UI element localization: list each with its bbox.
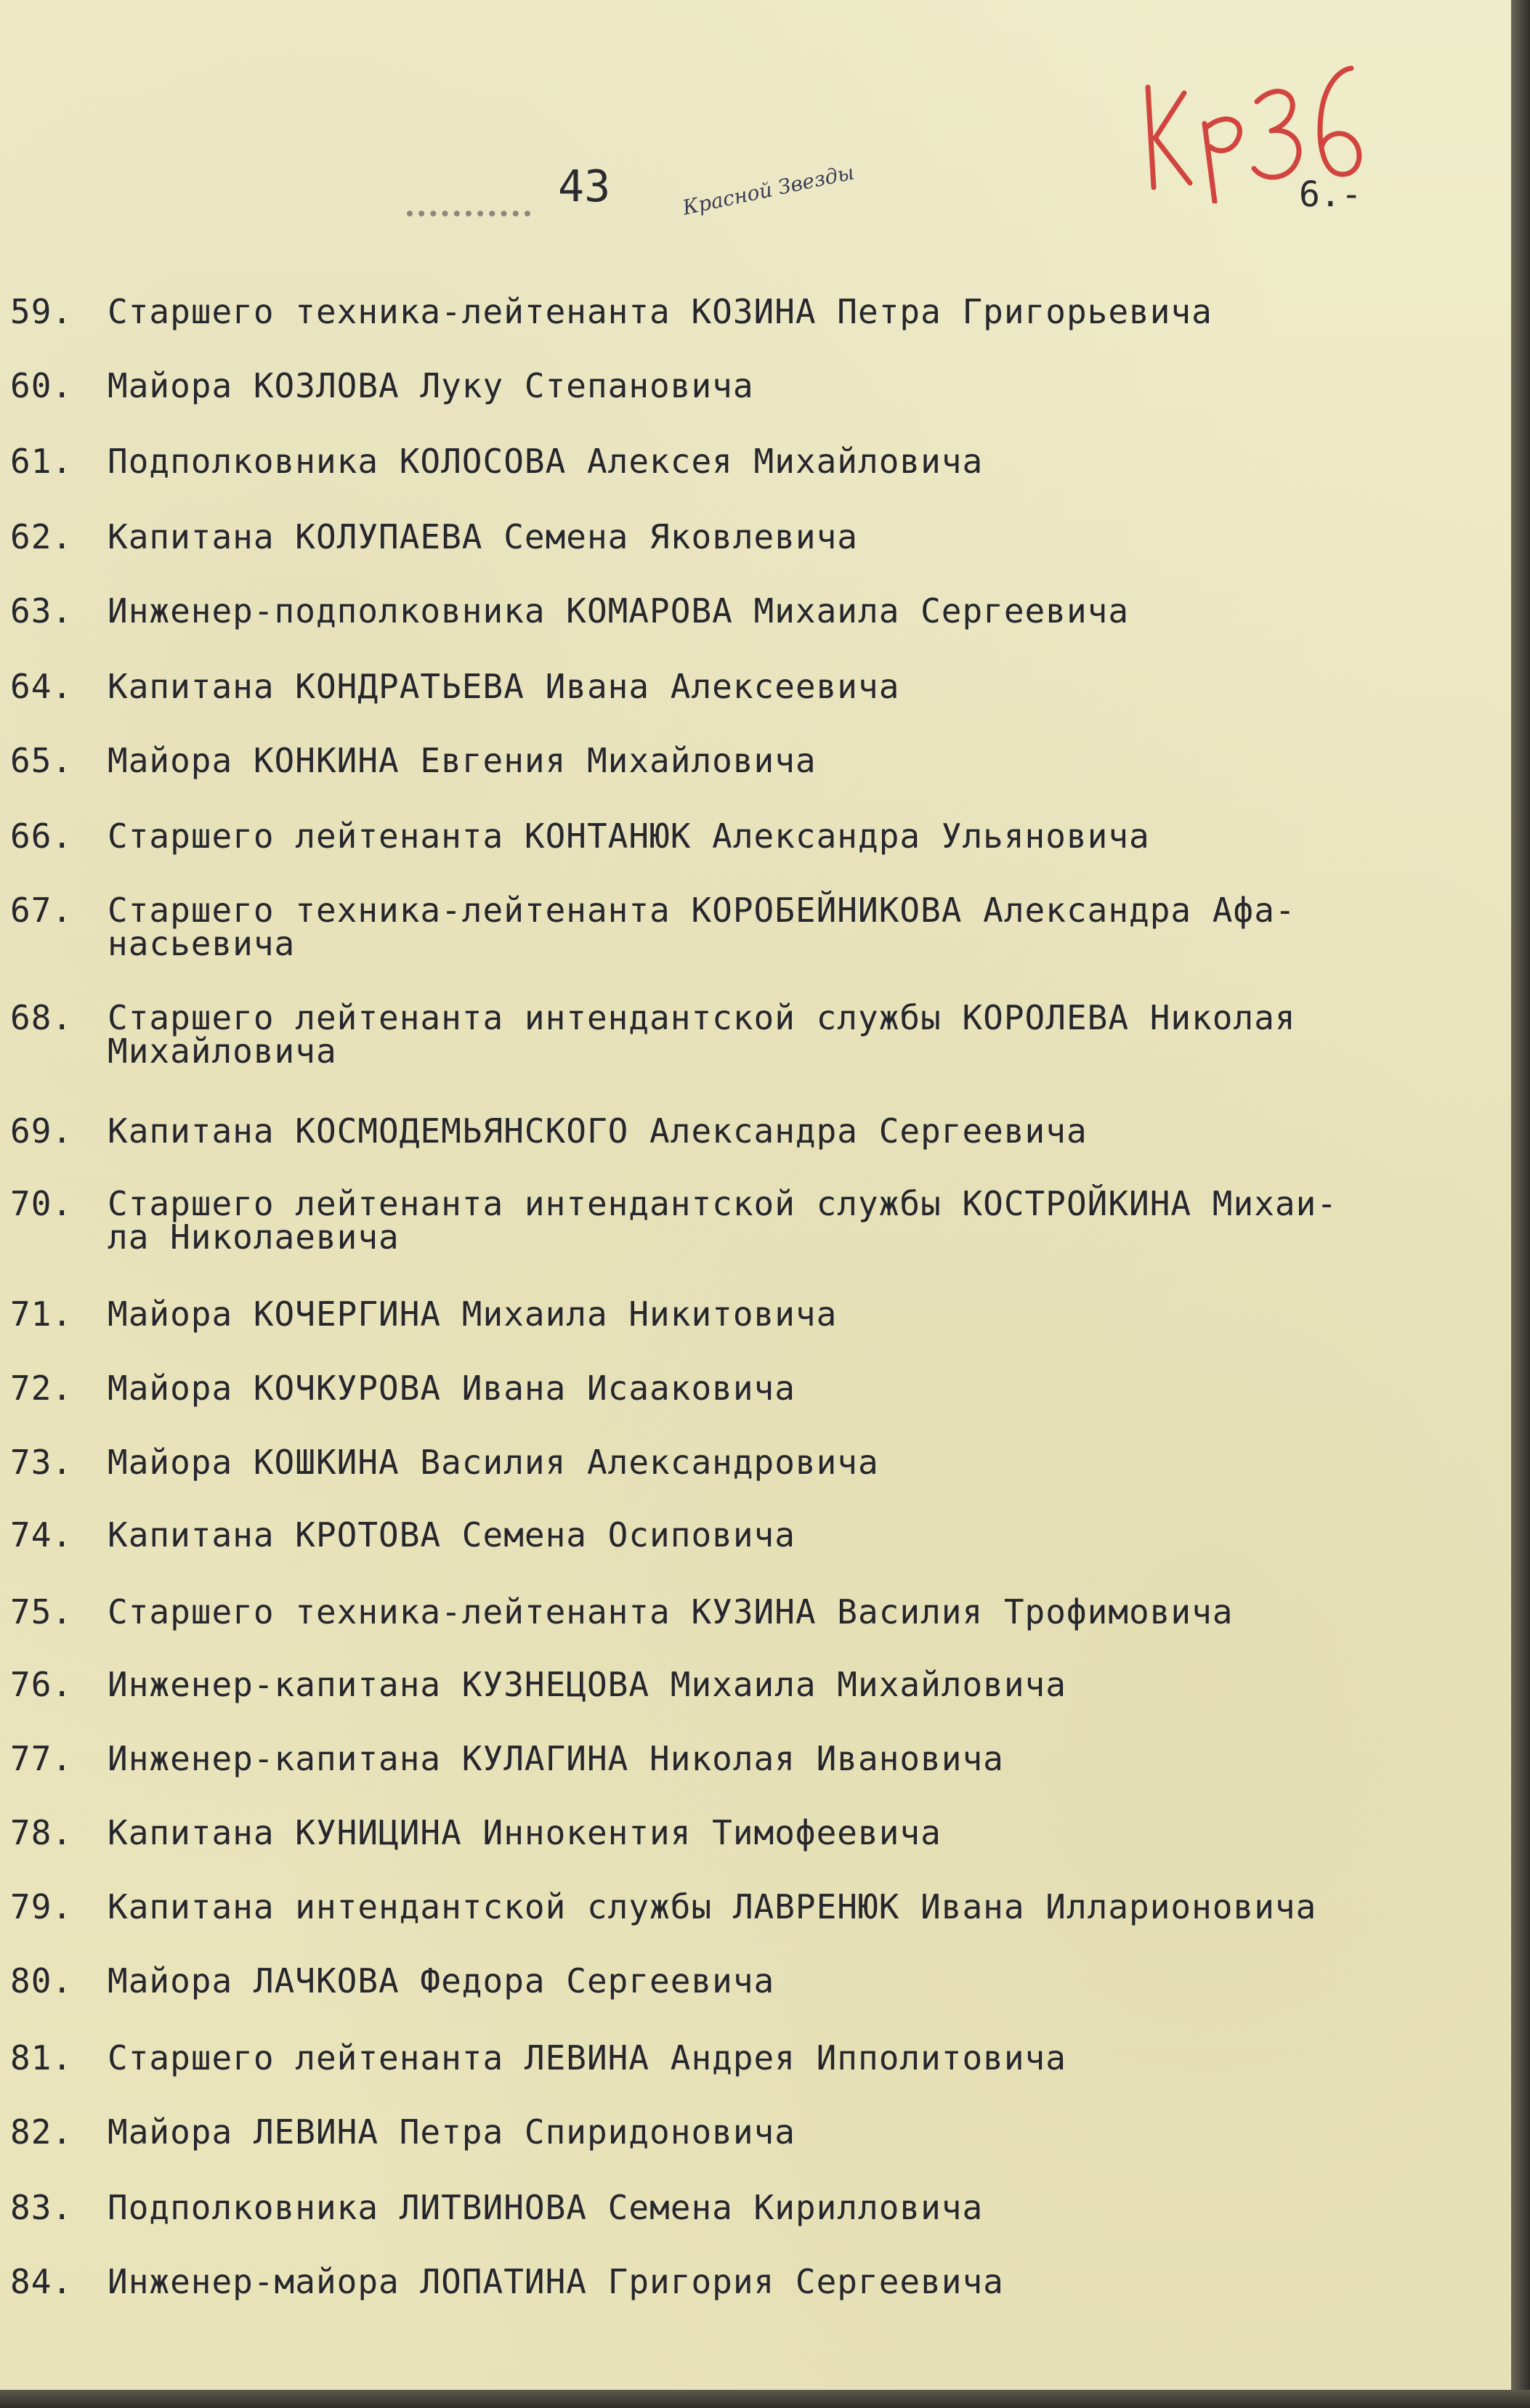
sheet-number: 6.- [1299,174,1362,215]
entry-number: 79. [10,1887,73,1926]
list-item [10,2188,1511,2227]
entry-number: 68. [10,998,73,1037]
entry-number: 74. [10,1515,73,1554]
scan-edge-bottom [0,2390,1530,2408]
entry-text: Капитана интендантской службы ЛАВРЕНЮК Ивана Илларионовича [108,1887,1317,1926]
entry-text: Майора ЛАЧКОВА Федора Сергеевича [108,1961,775,2000]
entry-text: Старшего лейтенанта КОНТАНЮК Александра Ульяновича [108,816,1150,856]
entry-number: 62. [10,517,73,556]
list-item [10,1813,1511,1852]
entry-text: Капитана КУНИЦИНА Иннокентия Тимофеевича [108,1813,942,1852]
entry-number: 64. [10,667,73,706]
entry-number: 70. [10,1184,73,1223]
list-item [10,1665,1511,1704]
scan-edge-right [1511,0,1530,2408]
entry-text: Капитана КОЛУПАЕВА Семена Яковлевича [108,517,858,556]
entry-text: Майора ЛЕВИНА Петра Спиридоновича [108,2112,796,2152]
entry-text: Подполковника ЛИТВИНОВА Семена Кирилловича [108,2188,984,2227]
list-item [10,1294,1511,1334]
entry-text: Майора КОЧЕРГИНА Михаила Никитовича [108,1294,838,1334]
entry-text: Капитана КОСМОДЕМЬЯНСКОГО Александра Сергеевича [108,1111,1088,1151]
entry-text: Капитана КОНДРАТЬЕВА Ивана Алексеевича [108,667,900,706]
list-item [10,998,1511,1071]
entry-text: Старшего техника-лейтенанта КОЗИНА Петра Григорьевича [108,292,1213,331]
list-item [10,1443,1511,1482]
list-item [10,2038,1511,2077]
entry-number: 81. [10,2038,73,2077]
entry-number: 69. [10,1111,73,1151]
page-number: 43 [558,161,611,212]
entry-number: 78. [10,1813,73,1852]
entry-text: Инженер-подполковника КОМАРОВА Михаила Сергеевича [108,591,1130,631]
list-item [10,816,1511,856]
entry-text: Инженер-майора ЛОПАТИНА Григория Сергеевича [108,2262,1004,2301]
list-item [10,1739,1511,1778]
list-item [10,1184,1511,1257]
entry-number: 72. [10,1369,73,1408]
entry-number: 65. [10,741,73,780]
entry-text: Майора КОЗЛОВА Луку Степановича [108,366,754,405]
entry-text: Инженер-капитана КУЗНЕЦОВА Михаила Михайловича [108,1665,1066,1704]
list-item [10,1961,1511,2000]
entry-number: 82. [10,2112,73,2152]
entry-text: Майора КОЧКУРОВА Ивана Исааковича [108,1369,796,1408]
list-item [10,741,1511,780]
list-item [10,1111,1511,1151]
entry-number: 63. [10,591,73,631]
entry-number: 73. [10,1443,73,1482]
list-item [10,2262,1511,2301]
entry-text: Старшего лейтенанта ЛЕВИНА Андрея Ипполитовича [108,2038,1066,2077]
list-item [10,2112,1511,2152]
list-item [10,1515,1511,1554]
entry-number: 80. [10,1961,73,2000]
list-item [10,366,1511,405]
entry-number: 76. [10,1665,73,1704]
list-item [10,1887,1511,1926]
list-item [10,891,1511,963]
entry-number: 83. [10,2188,73,2227]
stamp-text: Красной Звезды [680,160,857,220]
entry-text: Старшего лейтенанта интендантской службы КОСТРОЙКИНА Михаи- [108,1184,1337,1223]
entry-text: Старшего лейтенанта интендантской службы КОРОЛЕВА Николая [108,998,1296,1037]
entry-text: Старшего техника-лейтенанта КУЗИНА Василия Трофимовича [108,1592,1234,1631]
entry-number: 77. [10,1739,73,1778]
entry-number: 61. [10,442,73,481]
list-item [10,517,1511,556]
entry-text: Инженер-капитана КУЛАГИНА Николая Ивановича [108,1739,1004,1778]
entry-number: 84. [10,2262,73,2301]
list-item [10,667,1511,706]
entry-text: Старшего техника-лейтенанта КОРОБЕЙНИКОВА Александра Афа- [108,891,1296,930]
entry-text: Майора КОНКИНА Евгения Михайловича [108,741,817,780]
entry-text: Подполковника КОЛОСОВА Алексея Михайловича [108,442,984,481]
entry-number: 75. [10,1592,73,1631]
entry-number: 60. [10,366,73,405]
list-item [10,591,1511,631]
entry-text: Майора КОШКИНА Василия Александровича [108,1443,879,1482]
list-item [10,292,1511,331]
entry-number: 71. [10,1294,73,1334]
list-item [10,442,1511,481]
entry-continuation: Михайловича [108,1031,337,1071]
entry-continuation: ла Николаевича [108,1217,400,1257]
entry-text: Капитана КРОТОВА Семена Осиповича [108,1515,796,1554]
entry-number: 67. [10,891,73,930]
list-item [10,1592,1511,1631]
entry-continuation: насьевича [108,924,296,963]
entry-number: 59. [10,292,73,331]
entry-number: 66. [10,816,73,856]
list-item [10,1369,1511,1408]
